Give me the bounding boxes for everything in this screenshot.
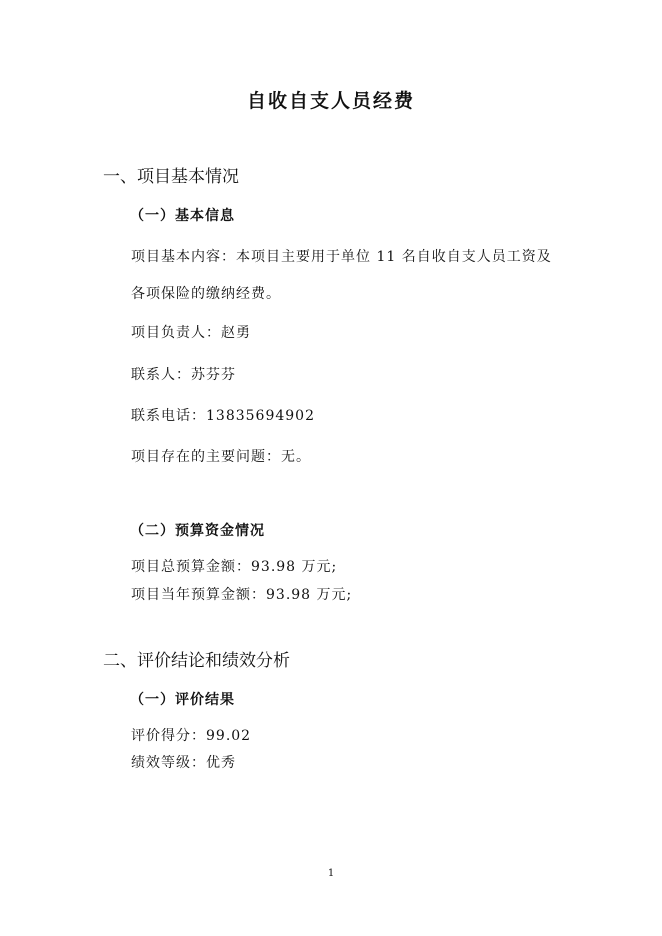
annual-budget: 项目当年预算金额：93.98 万元;	[131, 587, 353, 603]
project-issues: 项目存在的主要问题：无。	[131, 449, 311, 465]
project-content-line2: 各项保险的缴纳经费。	[131, 286, 281, 302]
document-title: 自收自支人员经费	[246, 90, 415, 112]
contact-phone: 联系电话：13835694902	[131, 408, 315, 424]
performance-grade: 绩效等级：优秀	[131, 755, 236, 771]
subsection-heading-basic-info: （一）基本信息	[130, 208, 235, 224]
project-manager: 项目负责人：赵勇	[131, 325, 251, 341]
total-budget: 项目总预算金额：93.98 万元;	[131, 559, 338, 575]
subsection-heading-budget: （二）预算资金情况	[130, 523, 265, 539]
page-number: 1	[327, 868, 335, 879]
section-heading-evaluation: 二、评价结论和绩效分析	[103, 651, 290, 671]
evaluation-score: 评价得分：99.02	[131, 728, 252, 744]
project-content-line1: 项目基本内容：本项目主要用于单位 11 名自收自支人员工资及	[131, 249, 552, 265]
contact-person: 联系人：苏芬芬	[131, 367, 236, 383]
section-heading-basic-info: 一、项目基本情况	[103, 167, 239, 187]
subsection-heading-evaluation-result: （一）评价结果	[130, 692, 235, 708]
